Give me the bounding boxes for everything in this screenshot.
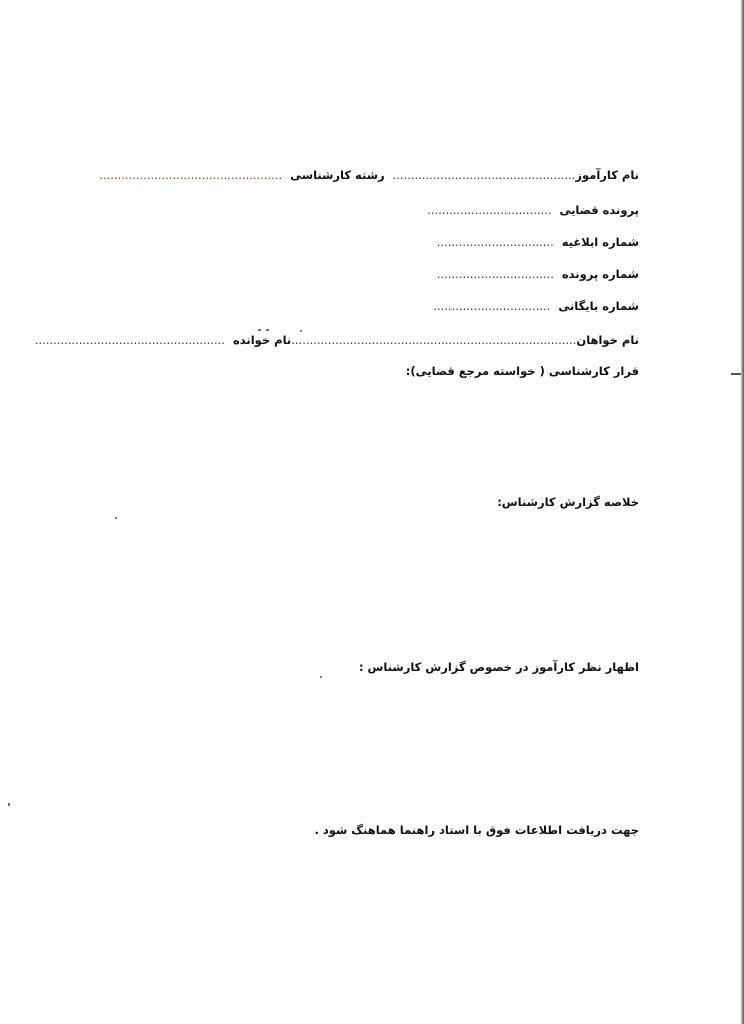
coordination-note: جهت دریافت اطلاعات فوق با استاد راهنما هماهنگ شود .: [314, 823, 639, 837]
scan-speck: [266, 329, 269, 331]
scan-speck: [320, 676, 322, 678]
defendant-name-blank[interactable]: ....................................................: [34, 333, 225, 347]
scan-speck: [8, 803, 10, 806]
trainee-name-blank[interactable]: ..................................................: [392, 168, 576, 182]
edge-mark: [731, 373, 741, 375]
judicial-case-blank[interactable]: ..................................: [427, 203, 552, 217]
file-field-row: [437, 266, 639, 282]
archive-number-blank[interactable]: ................................: [433, 299, 551, 313]
report-summary-heading: خلاصه گزارش کارشناس:: [497, 495, 639, 509]
notice-number-blank[interactable]: ................................: [436, 235, 554, 249]
file-number-label: شماره پرونده: [561, 267, 639, 281]
plaintiff-name-label: نام خواهان: [576, 333, 639, 347]
notice-field-row: [437, 234, 639, 250]
archive-number-label: شماره بایگانی: [558, 299, 639, 313]
parties-field-row: [35, 332, 639, 348]
expert-order-heading: قرار کارشناسی ( خواسته مرجع قضایی):: [405, 364, 639, 378]
notice-number-label: شماره ابلاغیه: [561, 235, 639, 249]
trainee-name-label: نام کارآموز: [575, 168, 639, 182]
file-number-blank[interactable]: ................................: [436, 267, 554, 281]
case-field-row: [427, 202, 639, 218]
scan-speck: [258, 329, 261, 331]
defendant-name-label: نام خوانده: [232, 333, 292, 347]
scan-speck: [300, 330, 302, 332]
plaintiff-name-blank[interactable]: ..............................................................................: [291, 333, 577, 347]
expert-field-blank[interactable]: ..................................................: [99, 168, 283, 182]
archive-field-row: [433, 298, 639, 314]
expert-field-label: رشته کارشناسی: [290, 168, 385, 182]
trainee-opinion-heading: اظهار نظر کارآموز در خصوص گزارش کارشناس :: [358, 660, 639, 674]
trainee-field-row: [99, 167, 639, 183]
scan-speck: [115, 517, 117, 519]
judicial-case-label: پرونده قضایی: [559, 203, 639, 217]
